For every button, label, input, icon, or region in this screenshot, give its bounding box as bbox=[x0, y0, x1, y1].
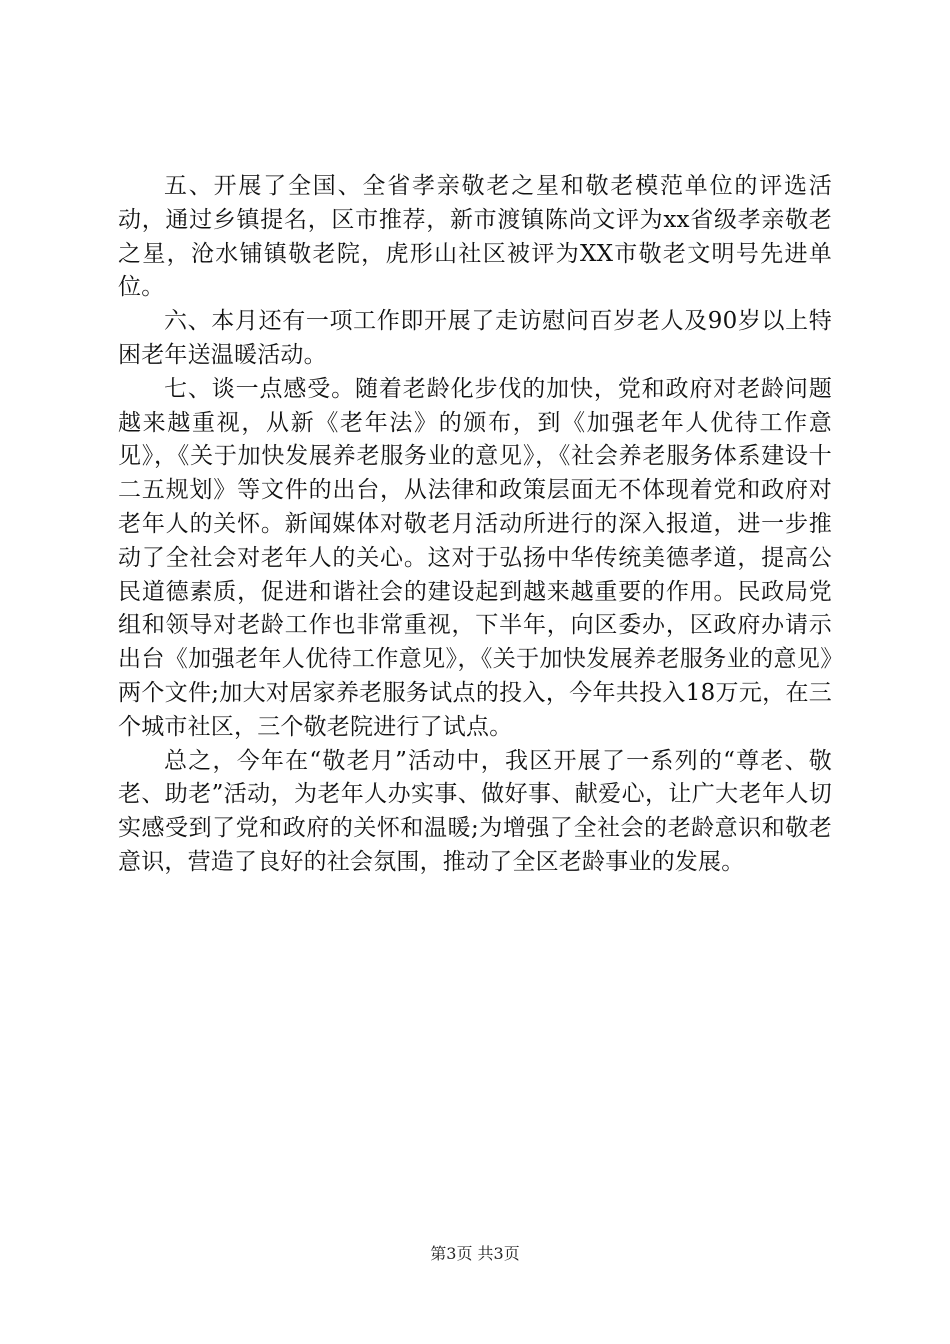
paragraph-section-six: 六、本月还有一项工作即开展了走访慰问百岁老人及90岁以上特困老年送温暖活动。 bbox=[118, 308, 832, 368]
paragraph-conclusion: 总之，今年在“敬老月”活动中，我区开展了一系列的“尊老、敬老、助老”活动，为老年人办实事、做好事、献爱心，让广大老年人切实感受到了党和政府的关怀和温暖;为增强了全社会的老龄意识和敬老意识，营造了良好的社会氛围，推动了全区老龄事业的发展。 bbox=[118, 747, 832, 875]
paragraph-section-seven: 七、谈一点感受。随着老龄化步伐的加快，党和政府对老龄问题越来越重视，从新《老年法》的颁布，到《加强老年人优待工作意见》，《关于加快发展养老服务业的意见》，《社会养老服务体系建设十二五规划》等文件的出台，从法律和政策层面无不体现着党和政府对老年人的关怀。新闻媒体对敬老月活动所进行的深入报道，进一步推动了全社会对老年人的关心。这对于弘扬中华传统美德孝道，提高公民道德素质，促进和谐社会的建设起到越来越重要的作用。民政局党组和领导对老龄工作也非常重视，下半年，向区委办，区政府办请示出台《加强老年人优待工作意见》，《关于加快发展养老服务业的意见》两个文件;加大对居家养老服务试点的投入，今年共投入18万元，在三个城市社区，三个敬老院进行了试点。 bbox=[118, 375, 832, 740]
page-footer: 第3页 共3页 bbox=[430, 1244, 520, 1263]
document-body bbox=[118, 170, 832, 880]
paragraph-section-five: 五、开展了全国、全省孝亲敬老之星和敬老模范单位的评选活动，通过乡镇提名，区市推荐，新市渡镇陈尚文评为xx省级孝亲敬老之星，沧水铺镇敬老院，虎形山社区被评为XX市敬老文明号先进单位。 bbox=[118, 173, 832, 301]
